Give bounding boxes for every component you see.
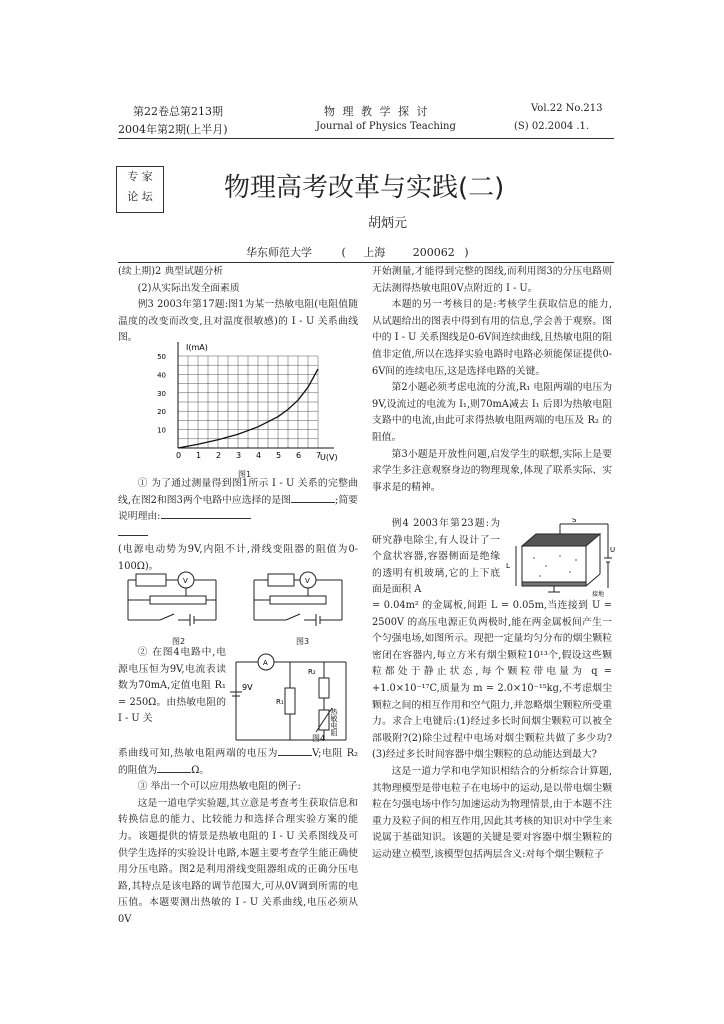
right-p1: 开始测量,才能得到完整的图线,而利用图3的分压电路则无法测得热敏电阻0V点附近的 I - U。 [372,266,612,294]
left-p5: (电源电动势为9V,内阻不计,滑线变阻器的阻值为0-100Ω)。 [118,544,358,572]
left-p7c: Ω。 [191,764,210,776]
left-column-top [118,264,358,347]
left-p9: 这是一道电学实验题,其立意是考查考生获取信息和转换信息的能力、比较能力和选择合理实验方案的能力。该题提供的情景是热敏电阻的 I - U 关系图线及可供学生选择的实验设计电路,本题主要考查学生能正确使用分压电路。图2是利用滑线变阻器组成的正确分压电路,其特点是该电路的调节范围大,可从0V调到所需的电压值。本题要测出热敏的 I - U 关系曲线,电压必须从0V [118,797,358,925]
answer-blank-2[interactable] [161,509,251,519]
left-p7b: V;电阻 R₂ 的阻值为 [118,748,358,776]
fig1-x-tick-label: 1 [196,451,202,460]
box-label-l: L [506,562,510,570]
left-p7: 系曲线可知,热敏电阻两端的电压为 [118,748,279,759]
author: 胡炳元 [368,216,408,231]
fig4-r2-label: R₂ [308,668,316,676]
fig1-y-tick-label: 20 [157,408,166,417]
fig1-x-tick-label: 2 [216,451,222,460]
fig4-voltage: 9V [242,683,253,692]
right-column-bottom [372,598,612,864]
right-p4: 第3小题是开放性问题,启发学生的联想,实际上是要求学生多注意观察身边的物理现象,体现了联系实际、实事求是的精神。 [372,448,612,493]
left-p8: ③ 举出一个可以应用热敏电阻的例子: [137,781,301,793]
fig1-ylabel: I(mA) [186,343,208,352]
left-p4b: ;简要说明理由: [118,494,358,523]
box-label-u: U [610,546,616,554]
fig4-circuit [228,644,358,752]
fig3-caption: 图3 [296,637,310,646]
answer-blank-4[interactable] [278,746,312,756]
fig1-y-tick-label: 30 [157,389,166,398]
answer-blank-5[interactable] [157,763,191,773]
affiliation-city: 上海 [363,246,386,259]
column-tag-line-2: 论 坛 [127,190,153,203]
article-title: 物理高考改革与实践(二) [224,173,505,203]
fig1-x-tick-label: 7 [316,451,322,460]
affiliation-zip: 200062 [412,246,455,259]
volume-number: Vol.22 No.213 [531,103,603,114]
right-p6: = 0.04m² 的金属板,间距 L = 0.05m,当连接到 U = 2500V 的高压电源正负两极时,能在两金属板间产生一个匀强电场,如图所示。现把一定量均匀分布的烟尘颗粒密闭在容器内,每立方米有烟尘颗粒10¹³个,假设这些颗粒都处于静止状态,每个颗粒带电量为 q = +1.0×10⁻¹⁷C,质量为 m = 2.0×10⁻¹⁵kg,不考虑烟尘颗粒之间的相互作用和空气阻力,并忽略烟尘颗粒所受重力。求合上电键后:(1)经过多长时间烟尘颗粒可以被全部吸附?(2)除尘过程中电场对烟尘颗粒共做了多少功?(3)经过多长时间容器中烟尘颗粒的总动能达到最大? [372,600,612,761]
fig1-caption: 图1 [238,470,252,479]
fig1-ticks [157,353,321,460]
column-tag-line-1: 专 家 [127,170,153,183]
fig3-circuit [246,558,356,640]
right-p5: 例4 2003年第23题:为研究静电除尘,有人设计了一个盒状容器,容器侧面是绝缘的透明有机玻璃,它的上下底面是面积 A [372,518,500,596]
header-rule [118,138,614,139]
dust-box-figure [504,518,616,598]
box-label-ground: 接地 [592,591,605,598]
left-p2: (2)从实际出发全面素质 [137,282,240,294]
fig1-y-tick-label: 40 [157,371,166,380]
issue-date: (S) 02.2004 .1. [514,121,590,132]
fig2-circuit [120,558,230,640]
fig1-x-tick-label: 5 [276,451,282,460]
answer-blank-3[interactable] [118,526,148,536]
right-column-top [372,264,612,496]
affiliation-name: 华东师范大学 [246,246,312,259]
affiliation: 华东师范大学 ( 上海 200062 ) [246,246,469,259]
fig1-x-tick-label: 3 [236,451,242,460]
fig1-x-tick-label: 4 [256,451,262,460]
fig1-chart [148,340,348,470]
fig1-axes [178,342,334,448]
journal-name-cn: 物 理 教 学 探 讨 [324,105,430,118]
right-p3: 第2小题必须考虑电流的分流,R₁ 电阻两端的电压为9V,设流过的电流为 I₁,则70mA减去 I₁ 后即为热敏电阻支路中的电流,由此可求得热敏电阻两端的电压及 R₂ 的阻值。 [372,382,612,443]
fig1-xlabel: U(V) [320,453,338,462]
left-column-q2 [118,645,226,728]
fig4-thermistor-label: 热敏电阻 [330,708,338,736]
left-p4: ① 为了通过测量得到图1所示 I - U 关系的完整曲线,在图2和图3两个电路中应选择的是图 [118,478,358,506]
right-p2: 本题的另一考核目的是:考核学生获取信息的能力,从试题给出的图表中得到有用的信息,学会善于观察。图中的 I - U 关系图线是0-6V间连续曲线,且热敏电阻的阻值非定值,所以在选择实验电路时电路必须能保证提供0-6V间的连续电压,这是选择电路的关键。 [372,299,612,377]
fig1-x-tick-label: 0 [176,451,182,460]
left-p1: (续上期)2 典型试题分析 [118,266,224,277]
left-column-bottom [118,746,358,929]
fig2-caption: 图2 [172,637,186,646]
left-p6: ② 在图4电路中,电源电压恒为9V,电流表读数为70mA,定值电阻 R₁ = 250Ω。由热敏电阻的 I - U 关 [118,647,226,725]
fig1-y-tick-label: 50 [157,353,166,361]
answer-blank-1[interactable] [291,493,335,503]
left-p3: 例3 2003年第17题:图1为某一热敏电阻(电阻值随温度的改变而改变,且对温度很敏感)的 I - U 关系曲线图。 [118,299,358,344]
issue-line-1: 第22卷总第213期 [133,105,223,118]
issue-line-2: 2004年第2期(上半月) [118,123,228,136]
journal-name-en: Journal of Physics Teaching [316,121,456,132]
title-rule [118,262,614,263]
box-label-s: S [572,518,577,524]
column-tag [116,166,164,213]
fig1-y-tick-label: 10 [157,426,166,435]
right-column-ex4 [372,516,500,599]
fig1-x-tick-label: 6 [296,451,302,460]
fig3-meter-label: V [305,577,310,585]
fig2-meter-label: V [183,577,188,585]
right-p7: 这是一道力学和电学知识相结合的分析综合计算题,其物理模型是带电粒子在电场中的运动,是以带电烟尘颗粒在匀强电场中作匀加速运动为物理情景,由于本题不注重力及粒子间的相互作用,因此其考核的知识对中学生来说属于基础知识。该题的关键是要对容器中烟尘颗粒的运动建立模型,该模型包括两层含义:对每个烟尘颗粒子 [372,765,612,860]
fig4-ammeter-label: A [263,659,268,667]
fig4-caption: 图4 [312,734,326,743]
fig4-r1-label: R₁ [276,698,284,706]
